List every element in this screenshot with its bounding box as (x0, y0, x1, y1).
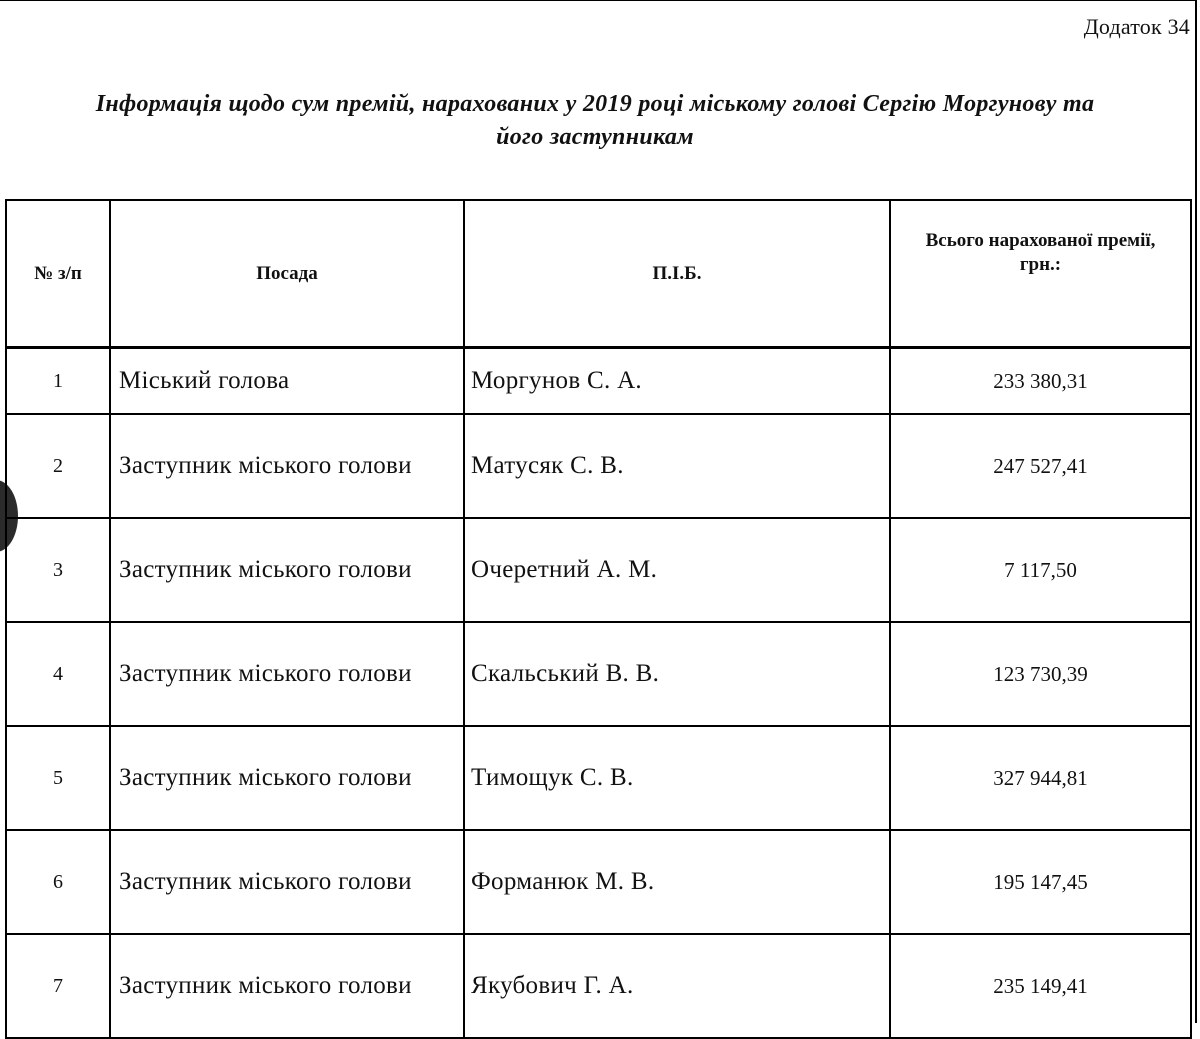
row-amount: 247 527,41 (890, 414, 1191, 518)
title-line-1: Інформація щодо сум премій, нарахованих у 2019 році міському голові Сергію Моргунову та (95, 91, 1095, 117)
header-number: № з/п (6, 200, 110, 348)
header-position: Посада (110, 200, 464, 348)
row-full-name: Очеретний А. М. (464, 518, 890, 622)
row-full-name: Тимощук С. В. (464, 726, 890, 830)
row-number: 7 (6, 934, 110, 1038)
row-number: 5 (6, 726, 110, 830)
table-row (6, 934, 1191, 1038)
row-position: Заступник міського голови (110, 726, 464, 830)
appendix-label: Додаток 34 (1083, 14, 1190, 39)
table-row (6, 830, 1191, 934)
table-row (6, 622, 1191, 726)
row-number: 6 (6, 830, 110, 934)
row-full-name: Матусяк С. В. (464, 414, 890, 518)
row-amount: 123 730,39 (890, 622, 1191, 726)
row-full-name: Моргунов С. А. (464, 348, 890, 415)
row-full-name: Скальський В. В. (464, 622, 890, 726)
table-row (6, 348, 1191, 415)
row-position: Міський голова (110, 348, 464, 415)
header-full-name: П.І.Б. (464, 200, 890, 348)
row-amount: 327 944,81 (890, 726, 1191, 830)
row-position: Заступник міського голови (110, 830, 464, 934)
row-full-name: Якубович Г. А. (464, 934, 890, 1038)
document-title (0, 88, 1190, 154)
top-border-line (0, 0, 1196, 1)
row-position: Заступник міського голови (110, 622, 464, 726)
row-amount: 233 380,31 (890, 348, 1191, 415)
header-total-line-1: Всього нарахованої премії, (925, 230, 1156, 251)
header-total-line-2: грн.: (1019, 254, 1062, 275)
bonus-table (5, 199, 1192, 1039)
row-full-name: Форманюк М. В. (464, 830, 890, 934)
row-position: Заступник міського голови (110, 414, 464, 518)
row-amount: 7 117,50 (890, 518, 1191, 622)
table-row (6, 518, 1191, 622)
row-amount: 235 149,41 (890, 934, 1191, 1038)
table-row (6, 414, 1191, 518)
row-position: Заступник міського голови (110, 518, 464, 622)
header-total-bonus (890, 200, 1191, 348)
row-number: 4 (6, 622, 110, 726)
title-line-2: його заступникам (496, 124, 694, 150)
row-position: Заступник міського голови (110, 934, 464, 1038)
table-row (6, 726, 1191, 830)
row-number: 1 (6, 348, 110, 415)
right-border-line (1195, 0, 1197, 1023)
row-number: 2 (6, 414, 110, 518)
row-number: 3 (6, 518, 110, 622)
row-amount: 195 147,45 (890, 830, 1191, 934)
table-header-row (6, 200, 1191, 348)
